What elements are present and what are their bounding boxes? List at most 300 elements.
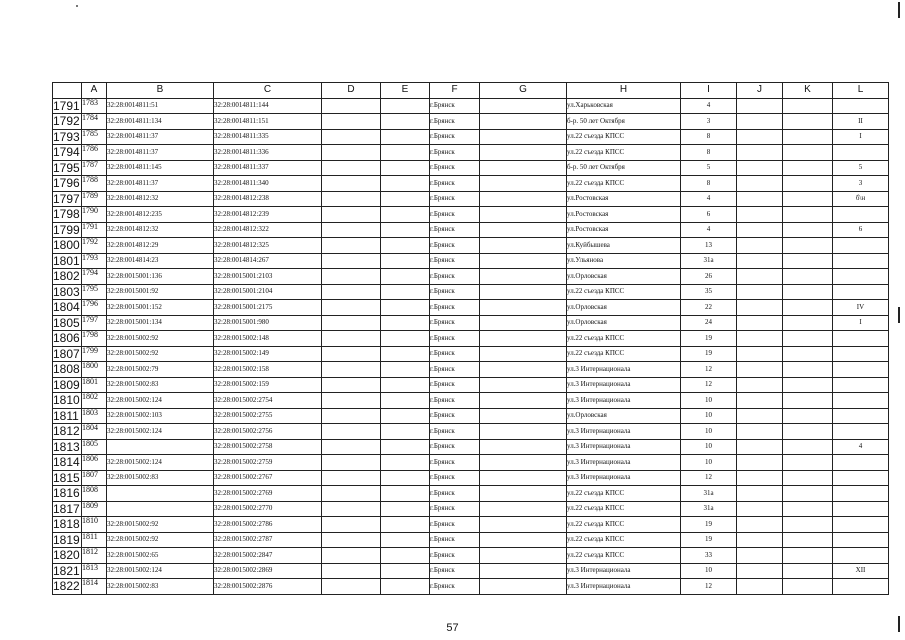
table-row xyxy=(53,408,889,424)
cell-l xyxy=(833,548,889,564)
cell-c: 32:28:0014814:267 xyxy=(214,253,322,269)
table-row xyxy=(53,470,889,486)
row-number: 1813 xyxy=(53,439,80,454)
cell-e xyxy=(381,98,430,114)
cell-b: 32:28:0015002:124 xyxy=(107,393,214,409)
cell-b: 32:28:0015002:124 xyxy=(107,455,214,471)
cell-c: 32:28:0015002:2755 xyxy=(214,408,322,424)
table-row xyxy=(53,331,889,347)
column-header-f: F xyxy=(430,83,480,99)
cell-j xyxy=(737,439,783,455)
cell-d xyxy=(322,408,381,424)
table-row xyxy=(53,129,889,145)
cell-l xyxy=(833,238,889,254)
column-header-k: K xyxy=(783,83,833,99)
cell-b: 32:28:0015001:134 xyxy=(107,315,214,331)
cell-h: ул.22 съезда КПСС xyxy=(567,346,681,362)
cell-k xyxy=(783,238,833,254)
cell-j xyxy=(737,377,783,393)
cell-g xyxy=(480,470,567,486)
row-number: 1807 xyxy=(53,346,80,361)
cell-j xyxy=(737,501,783,517)
cell-b: 32:28:0014811:134 xyxy=(107,114,214,130)
cell-b: 32:28:0015002:83 xyxy=(107,579,214,595)
cell-c: 32:28:0014811:337 xyxy=(214,160,322,176)
cell-a: 1813 xyxy=(82,563,107,579)
cell-c: 32:28:0015002:2770 xyxy=(214,501,322,517)
cell-e xyxy=(381,470,430,486)
cell-f: г.Брянск xyxy=(430,362,480,378)
cell-j xyxy=(737,160,783,176)
cell-f: г.Брянск xyxy=(430,129,480,145)
row-number: 1796 xyxy=(53,176,80,191)
scan-speck xyxy=(76,5,78,7)
cell-b: 32:28:0014811:37 xyxy=(107,129,214,145)
cell-l xyxy=(833,455,889,471)
cell-d xyxy=(322,253,381,269)
cell-c: 32:28:0015001:2104 xyxy=(214,284,322,300)
cell-i: 12 xyxy=(681,362,737,378)
cell-d xyxy=(322,98,381,114)
cell-g xyxy=(480,284,567,300)
column-header-a: A xyxy=(82,83,107,99)
cell-g xyxy=(480,253,567,269)
row-number: 1801 xyxy=(53,253,80,268)
cell-a: 1795 xyxy=(82,284,107,300)
cell-g xyxy=(480,393,567,409)
table-row xyxy=(53,532,889,548)
cell-h: ул.22 съезда КПСС xyxy=(567,532,681,548)
cell-k xyxy=(783,563,833,579)
row-number: 1795 xyxy=(53,160,80,175)
row-number: 1794 xyxy=(53,145,80,160)
cell-i: 10 xyxy=(681,393,737,409)
cell-h: б-р. 50 лет Октября xyxy=(567,114,681,130)
row-number: 1799 xyxy=(53,222,80,237)
cell-a: 1814 xyxy=(82,579,107,595)
cell-d xyxy=(322,362,381,378)
row-number: 1791 xyxy=(53,98,80,113)
cell-a: 1791 xyxy=(82,222,107,238)
cell-g xyxy=(480,424,567,440)
cell-j xyxy=(737,455,783,471)
cell-i: 8 xyxy=(681,176,737,192)
cell-a: 1794 xyxy=(82,269,107,285)
cell-f: г.Брянск xyxy=(430,424,480,440)
cell-c: 32:28:0015002:2786 xyxy=(214,517,322,533)
cell-k xyxy=(783,517,833,533)
cell-e xyxy=(381,486,430,502)
cell-b: 32:28:0014812:235 xyxy=(107,207,214,223)
cell-d xyxy=(322,346,381,362)
row-number: 1818 xyxy=(53,517,80,532)
cell-b: 32:28:0015002:83 xyxy=(107,377,214,393)
cell-j xyxy=(737,579,783,595)
spreadsheet-table xyxy=(52,82,889,595)
cell-j xyxy=(737,207,783,223)
cell-g xyxy=(480,160,567,176)
row-number: 1810 xyxy=(53,393,80,408)
cell-e xyxy=(381,439,430,455)
cell-f: г.Брянск xyxy=(430,145,480,161)
cell-h: б-р. 50 лет Октября xyxy=(567,160,681,176)
cell-d xyxy=(322,548,381,564)
cell-b: 32:28:0015002:83 xyxy=(107,470,214,486)
row-number: 1814 xyxy=(53,455,80,470)
cell-c: 32:28:0015001:980 xyxy=(214,315,322,331)
cell-f: г.Брянск xyxy=(430,501,480,517)
cell-b xyxy=(107,486,214,502)
cell-a: 1802 xyxy=(82,393,107,409)
column-header-b: B xyxy=(107,83,214,99)
table-row xyxy=(53,176,889,192)
column-header-j: J xyxy=(737,83,783,99)
cell-e xyxy=(381,331,430,347)
cell-c: 32:28:0015002:148 xyxy=(214,331,322,347)
cell-i: 35 xyxy=(681,284,737,300)
cell-j xyxy=(737,393,783,409)
cell-c: 32:28:0014812:239 xyxy=(214,207,322,223)
cell-a: 1801 xyxy=(82,377,107,393)
column-header-h: H xyxy=(567,83,681,99)
column-header-d: D xyxy=(322,83,381,99)
cell-k xyxy=(783,207,833,223)
cell-e xyxy=(381,315,430,331)
cell-e xyxy=(381,176,430,192)
cell-j xyxy=(737,191,783,207)
cell-f: г.Брянск xyxy=(430,284,480,300)
cell-d xyxy=(322,563,381,579)
cell-i: 10 xyxy=(681,408,737,424)
cell-i: 19 xyxy=(681,331,737,347)
cell-c: 32:28:0015002:2876 xyxy=(214,579,322,595)
table-row xyxy=(53,269,889,285)
cell-g xyxy=(480,98,567,114)
cell-d xyxy=(322,176,381,192)
cell-a: 1788 xyxy=(82,176,107,192)
cell-k xyxy=(783,222,833,238)
cell-l xyxy=(833,517,889,533)
cell-d xyxy=(322,377,381,393)
cell-b: 32:28:0015002:124 xyxy=(107,424,214,440)
cell-k xyxy=(783,501,833,517)
cell-i: 5 xyxy=(681,160,737,176)
table-row xyxy=(53,486,889,502)
table-row xyxy=(53,207,889,223)
cell-d xyxy=(322,501,381,517)
row-number: 1820 xyxy=(53,548,80,563)
cell-c: 32:28:0015002:2769 xyxy=(214,486,322,502)
cell-j xyxy=(737,238,783,254)
cell-g xyxy=(480,439,567,455)
cell-l xyxy=(833,269,889,285)
cell-i: 12 xyxy=(681,377,737,393)
cell-j xyxy=(737,98,783,114)
cell-i: 13 xyxy=(681,238,737,254)
cell-g xyxy=(480,145,567,161)
cell-l xyxy=(833,470,889,486)
cell-e xyxy=(381,362,430,378)
cell-b: 32:28:0014812:32 xyxy=(107,191,214,207)
cell-e xyxy=(381,501,430,517)
cell-i: 31а xyxy=(681,501,737,517)
cell-k xyxy=(783,191,833,207)
cell-i: 8 xyxy=(681,145,737,161)
table-row xyxy=(53,114,889,130)
cell-i: 4 xyxy=(681,191,737,207)
cell-c: 32:28:0014812:238 xyxy=(214,191,322,207)
cell-g xyxy=(480,315,567,331)
cell-i: 24 xyxy=(681,315,737,331)
cell-k xyxy=(783,253,833,269)
cell-h: ул.3 Интернационала xyxy=(567,362,681,378)
cell-a: 1811 xyxy=(82,532,107,548)
cell-l xyxy=(833,253,889,269)
cell-e xyxy=(381,579,430,595)
cell-g xyxy=(480,377,567,393)
table-row xyxy=(53,377,889,393)
cell-c: 32:28:0015002:2767 xyxy=(214,470,322,486)
page-number: 57 xyxy=(446,622,459,634)
table-row xyxy=(53,517,889,533)
cell-l xyxy=(833,362,889,378)
cell-i: 4 xyxy=(681,98,737,114)
cell-e xyxy=(381,300,430,316)
cell-l xyxy=(833,98,889,114)
cell-l: I xyxy=(833,315,889,331)
column-header-e: E xyxy=(381,83,430,99)
cell-d xyxy=(322,114,381,130)
cell-f: г.Брянск xyxy=(430,98,480,114)
cell-g xyxy=(480,191,567,207)
cell-b: 32:28:0015002:92 xyxy=(107,532,214,548)
row-number: 1821 xyxy=(53,563,80,578)
cell-l: IV xyxy=(833,300,889,316)
cell-e xyxy=(381,129,430,145)
cell-j xyxy=(737,548,783,564)
row-number: 1800 xyxy=(53,238,80,253)
cell-b: 32:28:0014812:29 xyxy=(107,238,214,254)
cell-h: ул.22 съезда КПСС xyxy=(567,501,681,517)
cell-d xyxy=(322,455,381,471)
table-row xyxy=(53,563,889,579)
cell-f: г.Брянск xyxy=(430,486,480,502)
cell-e xyxy=(381,346,430,362)
cell-e xyxy=(381,408,430,424)
cell-j xyxy=(737,424,783,440)
table-row xyxy=(53,160,889,176)
cell-i: 4 xyxy=(681,222,737,238)
cell-c: 32:28:0015002:159 xyxy=(214,377,322,393)
cell-b xyxy=(107,501,214,517)
cell-b: 32:28:0015002:103 xyxy=(107,408,214,424)
cell-k xyxy=(783,284,833,300)
row-number: 1804 xyxy=(53,300,80,315)
cell-a: 1790 xyxy=(82,207,107,223)
cell-d xyxy=(322,532,381,548)
cell-d xyxy=(322,315,381,331)
cell-a: 1805 xyxy=(82,439,107,455)
cell-j xyxy=(737,408,783,424)
cell-l: 3 xyxy=(833,176,889,192)
table-row xyxy=(53,98,889,114)
cell-j xyxy=(737,362,783,378)
cell-l xyxy=(833,377,889,393)
table-row xyxy=(53,424,889,440)
cell-j xyxy=(737,470,783,486)
table-row xyxy=(53,393,889,409)
cell-c: 32:28:0015002:158 xyxy=(214,362,322,378)
cell-g xyxy=(480,408,567,424)
cell-g xyxy=(480,300,567,316)
cell-l xyxy=(833,346,889,362)
cell-b: 32:28:0015002:79 xyxy=(107,362,214,378)
cell-j xyxy=(737,517,783,533)
cell-k xyxy=(783,486,833,502)
cell-a: 1796 xyxy=(82,300,107,316)
cell-e xyxy=(381,160,430,176)
cell-k xyxy=(783,470,833,486)
cell-e xyxy=(381,222,430,238)
cell-a: 1810 xyxy=(82,517,107,533)
cell-g xyxy=(480,238,567,254)
cell-h: ул.Куйбышева xyxy=(567,238,681,254)
table-row xyxy=(53,300,889,316)
cell-l xyxy=(833,408,889,424)
cell-l: 5 xyxy=(833,160,889,176)
cell-h: ул.22 съезда КПСС xyxy=(567,486,681,502)
cell-f: г.Брянск xyxy=(430,191,480,207)
cell-i: 12 xyxy=(681,579,737,595)
cell-g xyxy=(480,346,567,362)
cell-h: ул.Орловская xyxy=(567,269,681,285)
cell-l xyxy=(833,284,889,300)
row-number: 1797 xyxy=(53,191,80,206)
cell-k xyxy=(783,439,833,455)
cell-e xyxy=(381,238,430,254)
cell-h: ул.22 съезда КПСС xyxy=(567,517,681,533)
table-row xyxy=(53,253,889,269)
table-row xyxy=(53,548,889,564)
cell-k xyxy=(783,98,833,114)
cell-a: 1783 xyxy=(82,98,107,114)
cell-k xyxy=(783,300,833,316)
row-number: 1805 xyxy=(53,315,80,330)
cell-c: 32:28:0014812:325 xyxy=(214,238,322,254)
cell-d xyxy=(322,284,381,300)
cell-f: г.Брянск xyxy=(430,346,480,362)
cell-a: 1793 xyxy=(82,253,107,269)
cell-g xyxy=(480,455,567,471)
cell-i: 10 xyxy=(681,563,737,579)
table-row xyxy=(53,222,889,238)
cell-e xyxy=(381,253,430,269)
cell-h: ул.Ростовская xyxy=(567,191,681,207)
cell-g xyxy=(480,517,567,533)
cell-j xyxy=(737,269,783,285)
cell-b: 32:28:0014812:32 xyxy=(107,222,214,238)
cell-h: ул.Орловская xyxy=(567,408,681,424)
cell-j xyxy=(737,253,783,269)
row-number: 1798 xyxy=(53,207,80,222)
cell-i: 3 xyxy=(681,114,737,130)
cell-a: 1787 xyxy=(82,160,107,176)
cell-a: 1798 xyxy=(82,331,107,347)
cell-k xyxy=(783,362,833,378)
cell-d xyxy=(322,579,381,595)
cell-e xyxy=(381,191,430,207)
cell-h: ул.3 Интернационала xyxy=(567,470,681,486)
table-row xyxy=(53,362,889,378)
table-body xyxy=(53,98,889,594)
cell-k xyxy=(783,129,833,145)
cell-h: ул.Ростовская xyxy=(567,207,681,223)
cell-f: г.Брянск xyxy=(430,238,480,254)
cell-h: ул.Ростовская xyxy=(567,222,681,238)
cell-l xyxy=(833,331,889,347)
cell-l: XII xyxy=(833,563,889,579)
cell-b: 32:28:0015002:65 xyxy=(107,548,214,564)
cell-c: 32:28:0015002:2758 xyxy=(214,439,322,455)
cell-d xyxy=(322,238,381,254)
cell-k xyxy=(783,455,833,471)
cell-g xyxy=(480,362,567,378)
cell-a: 1797 xyxy=(82,315,107,331)
cell-c: 32:28:0015001:2103 xyxy=(214,269,322,285)
cell-h: ул.Харьковская xyxy=(567,98,681,114)
cell-i: 33 xyxy=(681,548,737,564)
cell-g xyxy=(480,331,567,347)
cell-k xyxy=(783,145,833,161)
cell-c: 32:28:0014811:144 xyxy=(214,98,322,114)
cell-c: 32:28:0015002:2759 xyxy=(214,455,322,471)
cell-k xyxy=(783,532,833,548)
cell-b: 32:28:0015001:136 xyxy=(107,269,214,285)
cell-h: ул.22 съезда КПСС xyxy=(567,145,681,161)
cell-e xyxy=(381,532,430,548)
cell-j xyxy=(737,532,783,548)
row-number: 1802 xyxy=(53,269,80,284)
table-row xyxy=(53,284,889,300)
table-row xyxy=(53,238,889,254)
cell-i: 8 xyxy=(681,129,737,145)
cell-f: г.Брянск xyxy=(430,455,480,471)
cell-d xyxy=(322,393,381,409)
cell-k xyxy=(783,579,833,595)
cell-d xyxy=(322,145,381,161)
cell-k xyxy=(783,408,833,424)
cell-h: ул.Ульянова xyxy=(567,253,681,269)
cell-j xyxy=(737,315,783,331)
cell-l: б\н xyxy=(833,191,889,207)
cell-f: г.Брянск xyxy=(430,408,480,424)
cell-g xyxy=(480,207,567,223)
column-header-g: G xyxy=(480,83,567,99)
cell-j xyxy=(737,563,783,579)
row-number: 1806 xyxy=(53,331,80,346)
cell-a: 1800 xyxy=(82,362,107,378)
cell-d xyxy=(322,486,381,502)
row-number: 1811 xyxy=(53,408,82,424)
cell-a: 1789 xyxy=(82,191,107,207)
table-row xyxy=(53,455,889,471)
cell-g xyxy=(480,563,567,579)
cell-h: ул.3 Интернационала xyxy=(567,579,681,595)
cell-f: г.Брянск xyxy=(430,300,480,316)
cell-f: г.Брянск xyxy=(430,579,480,595)
cell-c: 32:28:0014811:340 xyxy=(214,176,322,192)
cell-i: 10 xyxy=(681,439,737,455)
